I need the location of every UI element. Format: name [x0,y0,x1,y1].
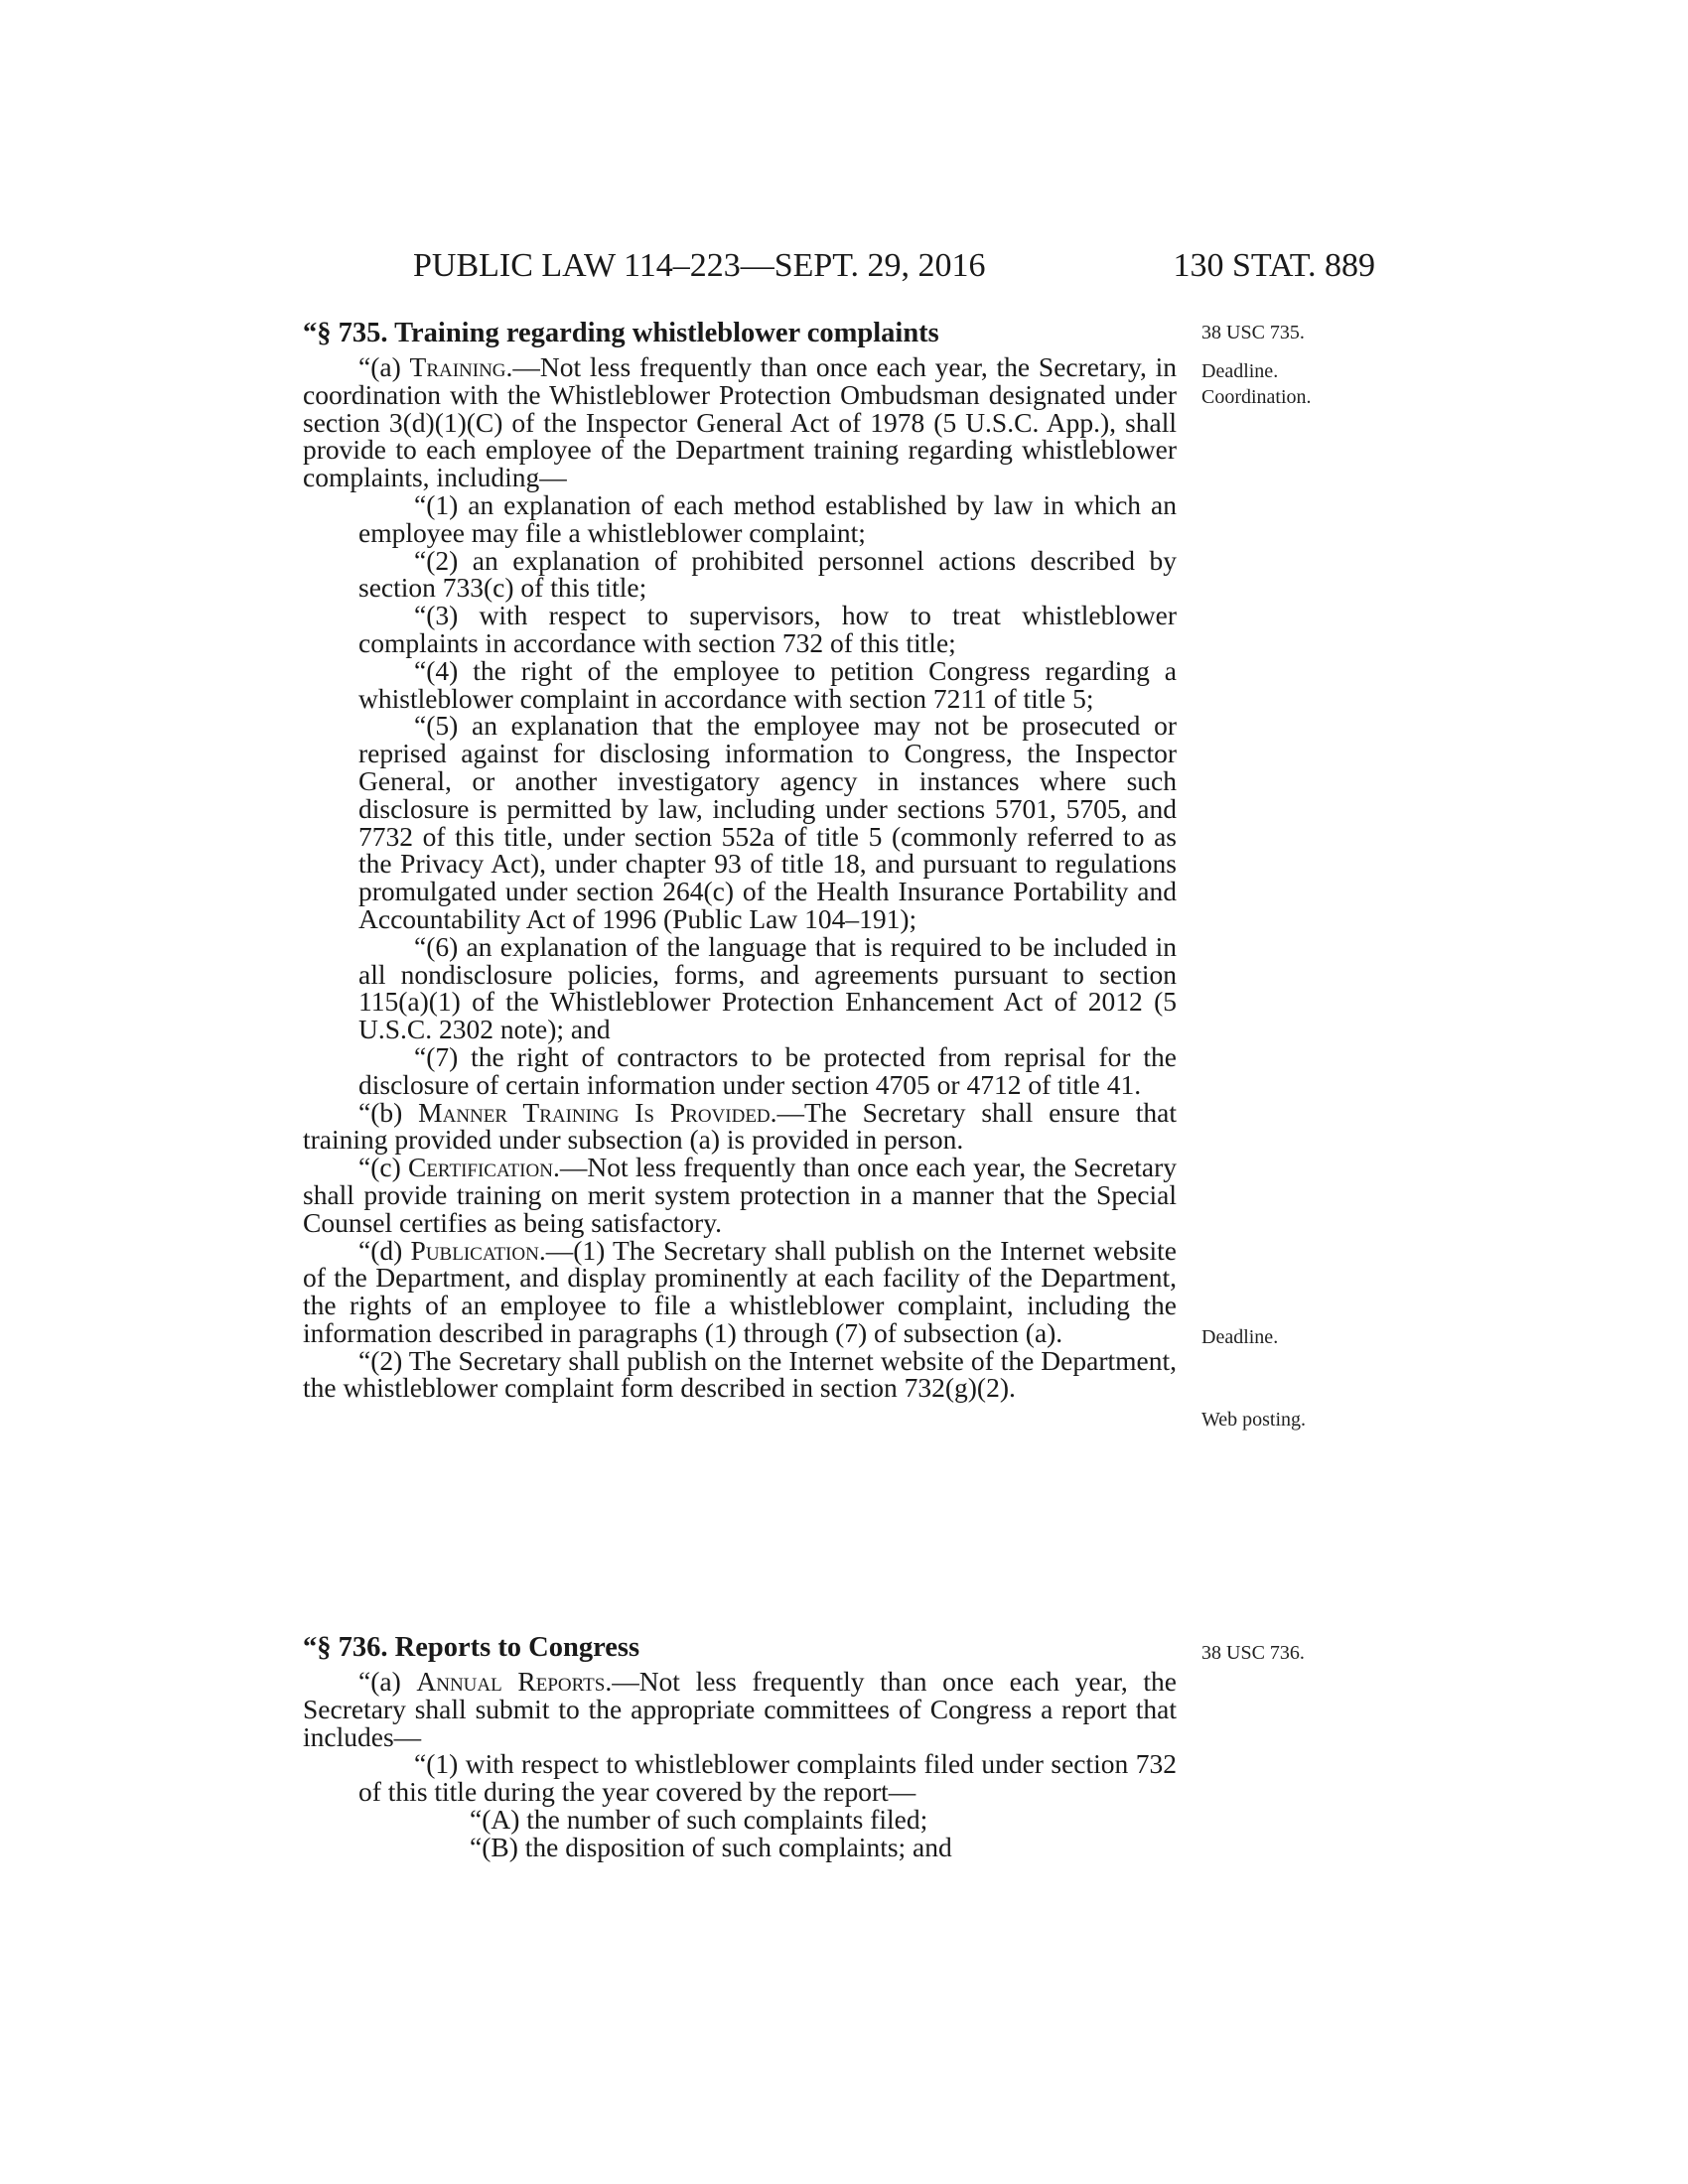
subsection-caption: Publication [410,1234,539,1266]
subsection-735-b: “(b) Manner Training Is Provided.—The Secretary shall ensure that training provided under subsection (a) is provided in person. [303,1096,1177,1156]
subsection-736-a: “(a) Annual Reports.—Not less frequently than once each year, the Secretary shall submit to the appropriate committees of Congress a report that includes— [303,1666,1177,1752]
list-item: “(4) the right of the employee to petition Congress regarding a whistleblower complaint in accordance with section 7211 of title 5; [358,654,1177,714]
list-item: “(1) an explanation of each method established by law in which an employee may file a whistleblower complaint; [358,488,1177,548]
margin-note-usc-736: 38 USC 736. [1201,1642,1305,1664]
section-735 [303,316,1177,1402]
list-item: “(7) the right of contractors to be protected from reprisal for the disclosure of certain information under section 4705 or 4712 of title 41. [358,1040,1177,1100]
list-item: “(1) with respect to whistleblower complaints filed under section 732 of this title during the year covered by the report— [358,1748,1177,1808]
margin-note-deadline: Deadline. [1201,360,1279,382]
list-item: “(3) with respect to supervisors, how to treat whistleblower complaints in accordance with section 732 of this title; [358,600,1177,658]
section-735-heading: “§ 735. Training regarding whistleblower complaints [303,318,939,348]
subsection-caption: Certification [407,1152,553,1183]
margin-note-coordination: Coordination. [1201,386,1312,408]
list-subitem: “(B) the disposition of such complaints; and [470,1831,952,1862]
running-title: PUBLIC LAW 114–223—SEPT. 29, 2016 [413,247,986,284]
subsection-caption: Annual Reports [416,1666,606,1697]
margin-note-usc-735: 38 USC 735. [1201,322,1305,343]
subsection-735-a: “(a) Training.—Not less frequently than once each year, the Secretary, in coordination with the Whistleblower Protection Ombudsman designated under section 3(d)(1)(C) of the Inspector General Act of 1978 (5 U.S.C. App.), shall provide to each employee of the Department training regarding whistleblower complaints, including— [303,351,1177,493]
section-736-heading: “§ 736. Reports to Congress [303,1632,640,1663]
subsection-caption: Manner Training Is Provided [418,1096,771,1128]
list-item: “(2) an explanation of prohibited personnel actions described by section 733(c) of this title; [358,544,1177,604]
subsection-735-d: “(d) Publication.—(1) The Secretary shall publish on the Internet website of the Department, and display prominently at each facility of the Department, the rights of an employee to file a whistleblower complaint, including the information described in paragraphs (1) through (7) of subsection (a). [303,1234,1177,1348]
margin-note-web-posting: Web posting. [1201,1409,1307,1431]
list-subitem: “(A) the number of such complaints filed; [470,1803,928,1835]
subsection-735-d2: “(2) The Secretary shall publish on the Internet website of the Department, the whistleblower complaint form described in section 732(g)(2). [303,1344,1177,1404]
subsection-735-c: “(c) Certification.—Not less frequently than once each year, the Secretary shall provide training on merit system protection in a manner that the Special Counsel certifies as being satisfactory. [303,1152,1177,1238]
list-item: “(5) an explanation that the employee may not be prosecuted or reprised against for disclosing information to Congress, the Inspector General, or another investigatory agency in instances where such disclosure is permitted by law, including under sections 5701, 5705, and 7732 of this title, under section 552a of title 5 (commonly referred to as the Privacy Act), under chapter 93 of title 18, and pursuant to regulations promulgated under section 264(c) of the Health Insurance Portability and Accountability Act of 1996 (Public Law 104–191); [358,710,1177,934]
list-item: “(6) an explanation of the language that is required to be included in all nondisclosure policies, forms, and agreements pursuant to section 115(a)(1) of the Whistleblower Protection Enhancement Act of 2012 (5 U.S.C. 2302 note); and [358,930,1177,1045]
subsection-caption: Training [409,351,506,382]
page-header [303,246,1375,286]
section-736 [303,1630,1177,1861]
statute-citation: 130 STAT. 889 [1173,247,1375,284]
margin-note-deadline: Deadline. [1201,1326,1279,1348]
